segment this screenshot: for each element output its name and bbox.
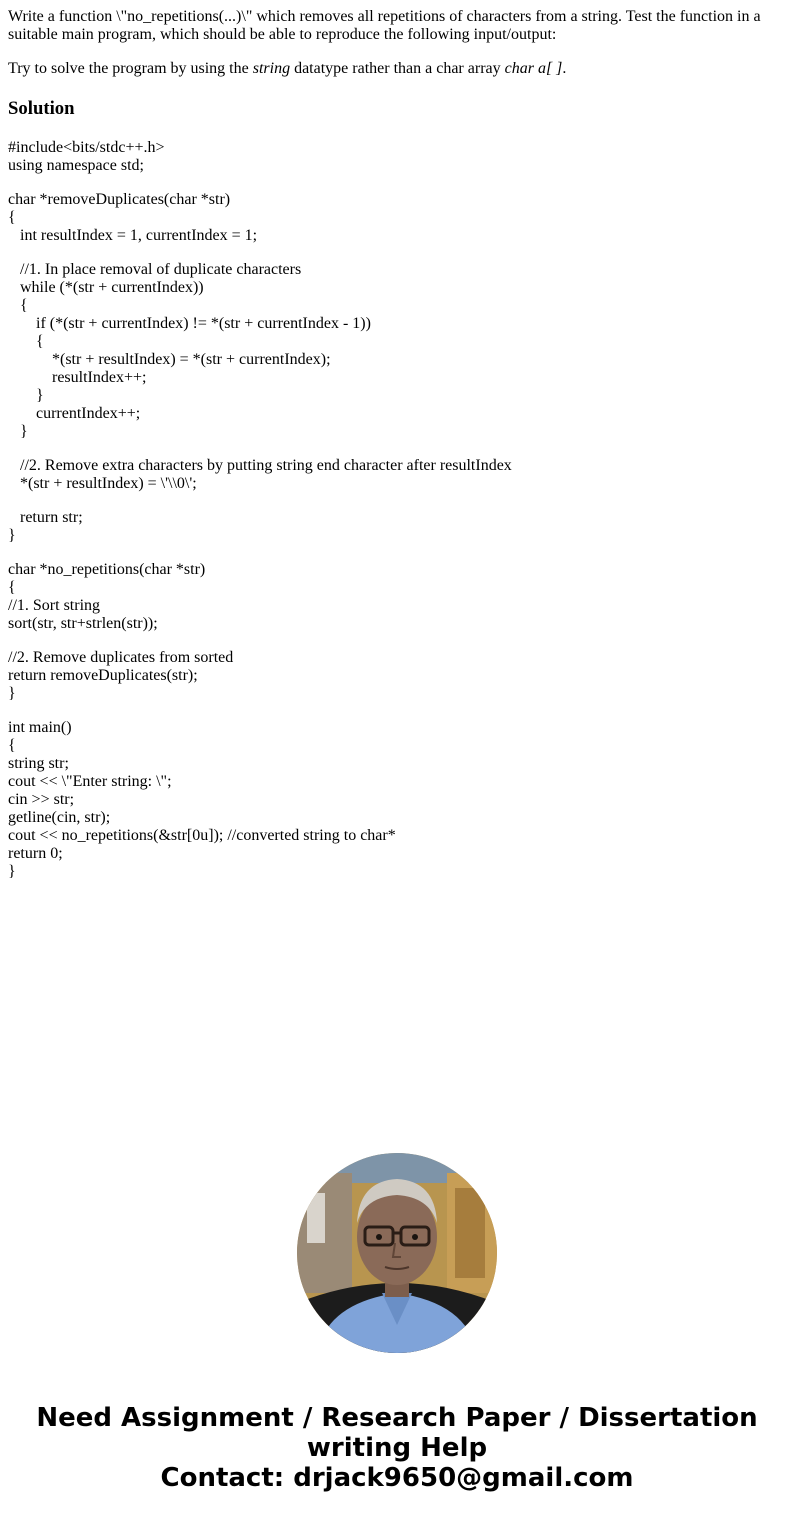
hint-text-end: . [562, 60, 567, 77]
code-line: cout << \"Enter string: \"; [8, 773, 172, 790]
code-line: return removeDuplicates(str); [8, 667, 198, 684]
code-line: getline(cin, str); [8, 809, 111, 826]
question-hint [8, 60, 786, 78]
hint-char-array: char a[ ] [504, 60, 563, 77]
code-line: } [8, 527, 16, 544]
code-block [8, 191, 786, 245]
code-line: if (*(str + currentIndex) != *(str + currentIndex - 1)) [8, 315, 371, 332]
code-line: { [8, 579, 16, 596]
code-line: resultIndex++; [8, 369, 147, 386]
code-line: sort(str, str+strlen(str)); [8, 615, 158, 632]
author-photo [297, 1153, 497, 1353]
hint-text-start: Try to solve the program by using the [8, 60, 253, 77]
code-block [8, 457, 786, 493]
code-line: string str; [8, 755, 69, 772]
code-line: } [8, 423, 28, 440]
banner-line-1: Need Assignment / Research Paper / Dissertation [36, 1403, 758, 1433]
code-line: int main() [8, 719, 72, 736]
code-block [8, 719, 786, 881]
code-block [8, 509, 786, 545]
code-line: { [8, 297, 28, 314]
code-line: } [8, 685, 16, 702]
code-line: #include<bits/stdc++.h> [8, 139, 165, 156]
hint-string-type: string [252, 60, 291, 77]
code-block [8, 139, 786, 175]
code-line: currentIndex++; [8, 405, 141, 422]
document-body [8, 8, 786, 881]
question-intro: Write a function \"no_repetitions(...)\" which removes all repetitions of characters from a string. Test the function in a suitable main program, which should be able to reproduce the following input/output: [8, 8, 761, 43]
code-line: int resultIndex = 1, currentIndex = 1; [8, 227, 258, 244]
code-line: //1. In place removal of duplicate characters [8, 261, 302, 278]
code-line: return 0; [8, 845, 63, 862]
hint-text-middle: datatype rather than a char array [290, 60, 505, 77]
solution-code [8, 139, 786, 881]
banner-line-2: writing Help [306, 1433, 488, 1463]
code-line: } [8, 387, 44, 404]
code-block [8, 649, 786, 703]
author-avatar [297, 1153, 497, 1353]
code-line: using namespace std; [8, 157, 144, 174]
code-line: { [8, 737, 16, 754]
code-line: { [8, 333, 44, 350]
solution-heading: Solution [8, 98, 75, 119]
code-line: } [8, 863, 16, 880]
code-line: cin >> str; [8, 791, 75, 808]
banner-contact: Contact: drjack9650@gmail.com [160, 1463, 634, 1493]
code-line: //1. Sort string [8, 597, 101, 614]
code-block [8, 561, 786, 633]
code-block [8, 261, 786, 441]
code-line: cout << no_repetitions(&str[0u]); //converted string to char* [8, 827, 396, 844]
code-line: return str; [8, 509, 83, 526]
code-line: //2. Remove extra characters by putting string end character after resultIndex [8, 457, 512, 474]
code-line: //2. Remove duplicates from sorted [8, 649, 234, 666]
code-line: { [8, 209, 16, 226]
code-line: char *no_repetitions(char *str) [8, 561, 206, 578]
code-line: *(str + resultIndex) = *(str + currentIndex); [8, 351, 331, 368]
code-line: while (*(str + currentIndex)) [8, 279, 204, 296]
code-line: *(str + resultIndex) = \'\\0\'; [8, 475, 197, 492]
contact-banner [0, 1403, 794, 1493]
code-line: char *removeDuplicates(char *str) [8, 191, 231, 208]
